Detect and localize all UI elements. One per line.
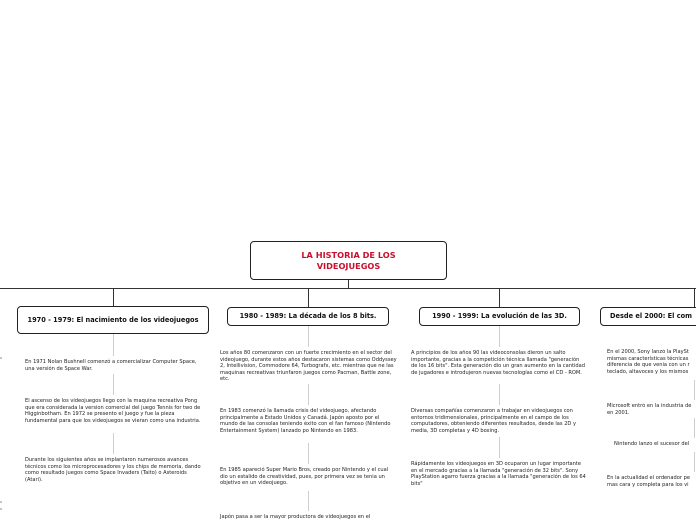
note-1970s-2[interactable]: El ascenso de los videojuegos llego con la maquina recreativa Pong que era considerada la version comercial del juego Tennis for two de Higginbotham. En 1972 se presento el juego y fue la pieza fundamental para que los videojuegos se vieran como una industria. xyxy=(25,398,201,424)
note-1970s-1[interactable]: En 1971 Nolan Bushnell comenzó a comercializar Computer Space, una versión de Space War. xyxy=(25,359,197,372)
branch-node-1990s[interactable] xyxy=(419,307,580,326)
note-2000s-4[interactable]: En la actualidad el ordenador pe mas cara y completa para los vi xyxy=(607,475,690,488)
note-1990s-3[interactable]: Rápidamente los videojuegos en 3D ocuparon un lugar importante en el mercado gracias a la llamada "generación de 32 bits". Sony PlayStation agarro fuerza gracias a la llamada "generación de los 64 bits" xyxy=(411,461,586,487)
branch-node-1980s[interactable] xyxy=(227,307,389,326)
note-1980s-2[interactable]: En 1983 comenzó la llamada crisis del videojuego, afectando principalmente a Estado Unidos y Canadá. Japón aposto por el mundo de las consolas teniendo éxito con el fan famoso (Nintendo Entertainment System) lanzado po Nintendo en 1983. xyxy=(220,408,391,434)
branch-node-2000s[interactable] xyxy=(600,307,696,326)
note-1980s-1[interactable]: Los años 80 comenzaron con un fuerte crecimiento en el sector del videojuego, durante estos años destacaron sistemas como Oddyssey 2, Intellivision, Commodore 64, Turbografx, etc. mientras que ne las maquinas recreativas triunfaron juegos como Pacman, Battle zone, etc. xyxy=(220,350,397,383)
branch-title: 1970 - 1979: El nacimiento de los videojuegos xyxy=(27,315,199,324)
branch-title: Desde el 2000: El com xyxy=(610,312,693,321)
note-1990s-1[interactable]: A principios de los años 90 las videoconsolas dieron un salto importante, gracias a la competición técnica llamada "generación de los 16 bits". Esta generación dio un gran aumento en la cantidad de jugadores e introdujeron nuevas tecnologías como el CD - ROM. xyxy=(411,350,585,376)
note-2000s-1[interactable]: En el 2000, Sony lanzó la PlaySt mismas características técnicas diferencia de que venia con un r teclado, altavoces y los mismos xyxy=(607,349,690,375)
branch-title: 1990 - 1999: La evolución de las 3D. xyxy=(432,312,567,321)
root-title: LA HISTORIA DE LOS VIDEOJUEGOS xyxy=(301,249,396,271)
note-1990s-2[interactable]: Diversas compañías comenzaron a trabajar en videojuegos con entornos tridimensionales, principalmente en el campo de los computadores, obteniendo diferentes resultados, desde las 2D y media, 3D completas y 4D boxing. xyxy=(411,408,576,434)
note-1970s-3[interactable]: Durante los siguientes años se implantaron numerosos avances técnicos como los microprocesadores y los chips de memoria, dando como resultado juegos como Space Invaders (Taito) o Asteroids (Atari). xyxy=(25,457,201,483)
note-2000s-3[interactable]: Nintendo lanzo el sucesor del xyxy=(614,441,690,447)
branch-node-1970s[interactable] xyxy=(17,306,209,334)
branch-title: 1980 - 1989: La década de los 8 bits. xyxy=(239,312,377,321)
note-2000s-2[interactable]: Microsoft entró en la industria de en 2001. xyxy=(607,403,692,416)
note-1980s-4[interactable]: Japón pasa a ser la mayor productora de videojuegos en el xyxy=(220,514,371,520)
root-node[interactable] xyxy=(250,241,447,280)
note-1980s-3[interactable]: En 1985 apareció Super Mario Bros, creado por Nintendo y el cual dio un estalido de creatividad, pues, por primera vez se tenia un objetivo en un videojuego. xyxy=(220,467,389,487)
